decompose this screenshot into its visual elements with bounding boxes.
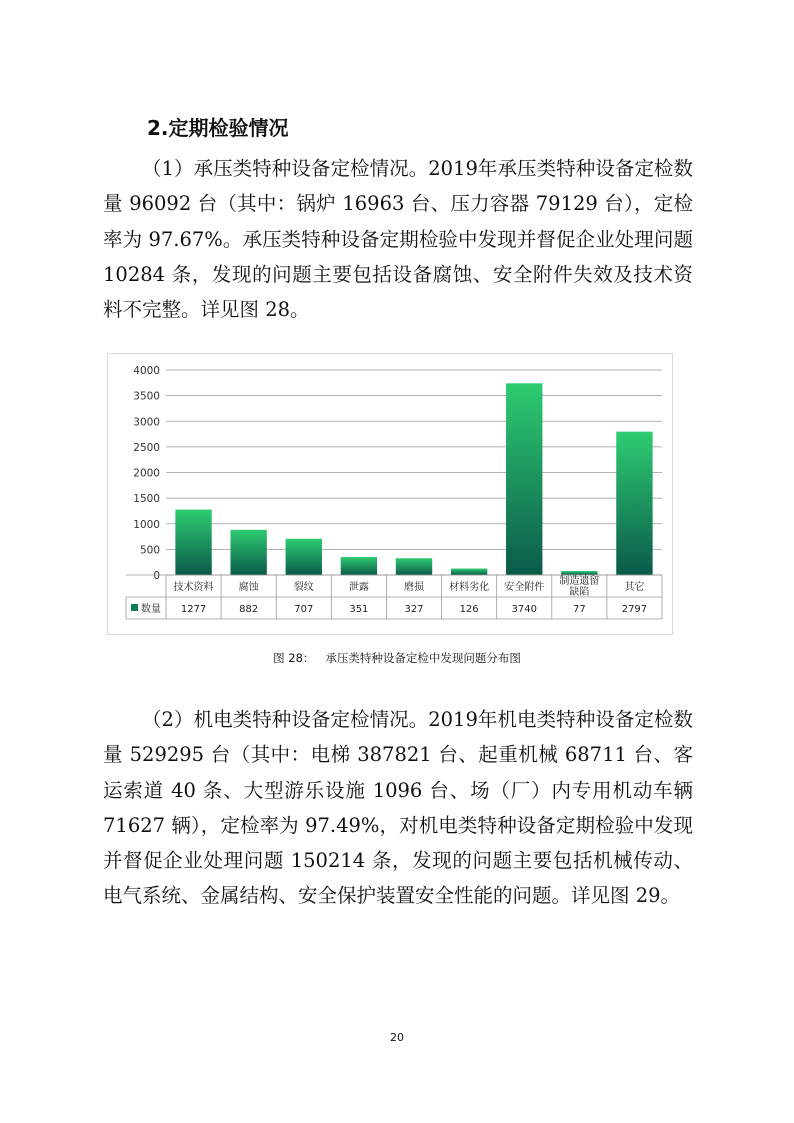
- x-tick-label: 磨损: [404, 582, 424, 593]
- x-tick-label: 腐蚀: [238, 582, 259, 593]
- x-tick-label: 裂纹: [293, 582, 314, 593]
- bar: [230, 530, 266, 575]
- section-heading: 2.定期检验情况: [147, 116, 289, 140]
- paragraph-electromechanical-equipment: （2）机电类特种设备定检情况。2019年机电类特种设备定检数量 529295 台（其中：电梯 387821 台、起重机械 68711 台、客运索道 40 条、大型游乐设施 1096 台、场（厂）内专用机动车辆 71627 辆），定检率为 97.49%，对机电类特种设备定期检验中发现并督促企业处理问题 150214 条，发现的问题主要包括机械传动、电气系统、金属结构、安全保护装置安全性能的问题。详见图 29。: [103, 708, 693, 908]
- data-label: 2797: [621, 604, 648, 615]
- bar: [175, 510, 211, 575]
- data-label: 707: [294, 604, 314, 615]
- data-label: 351: [349, 604, 369, 615]
- bar: [396, 558, 432, 575]
- data-label: 126: [459, 604, 479, 615]
- x-tick-label: 安全附件: [504, 582, 545, 593]
- page-number: 20: [390, 1031, 404, 1044]
- y-tick-label: 3000: [133, 416, 160, 429]
- bar: [341, 557, 377, 575]
- bar-chart-svg: [108, 354, 672, 634]
- y-tick-label: 4000: [133, 365, 160, 377]
- data-label: 327: [404, 604, 424, 615]
- legend-key: [131, 604, 138, 611]
- x-tick-label: 制造遗留: [559, 576, 600, 587]
- y-tick-label: 1500: [133, 493, 160, 506]
- x-tick-label: 其它: [624, 582, 645, 593]
- bar: [286, 539, 322, 575]
- bar-chart-figure-28: [107, 353, 673, 635]
- figure-caption: 图 28： 承压类特种设备定检中发现问题分布图: [273, 651, 521, 665]
- legend-series-name: 数量: [141, 604, 161, 615]
- x-tick-label: 缺陷: [569, 587, 590, 598]
- bar: [451, 569, 487, 575]
- y-tick-label: 500: [139, 544, 160, 557]
- data-label: 1277: [180, 604, 207, 615]
- x-tick-label: 技术资料: [173, 582, 214, 593]
- data-label: 3740: [511, 604, 537, 615]
- y-tick-label: 1000: [133, 518, 160, 531]
- bar: [506, 383, 542, 575]
- y-tick-label: 2500: [133, 441, 160, 454]
- data-label: 882: [239, 604, 259, 615]
- x-tick-label: 材料劣化: [449, 582, 490, 593]
- data-label: 77: [572, 604, 586, 615]
- y-tick-label: 2000: [133, 467, 160, 480]
- paragraph-pressure-equipment: （1）承压类特种设备定检情况。2019年承压类特种设备定检数量 96092 台（其中：锅炉 16963 台、压力容器 79129 台），定检率为 97.67%。承压类特种设备定期检验中发现并督促企业处理问题 10284 条，发现的问题主要包括设备腐蚀、安全附件失效及技术资料不完整。详见图 28。: [103, 157, 693, 322]
- bar: [561, 571, 597, 575]
- bar: [616, 432, 652, 575]
- x-tick-label: 泄露: [348, 582, 369, 593]
- y-tick-label: 3500: [133, 390, 160, 403]
- y-tick-label: 0: [153, 570, 160, 582]
